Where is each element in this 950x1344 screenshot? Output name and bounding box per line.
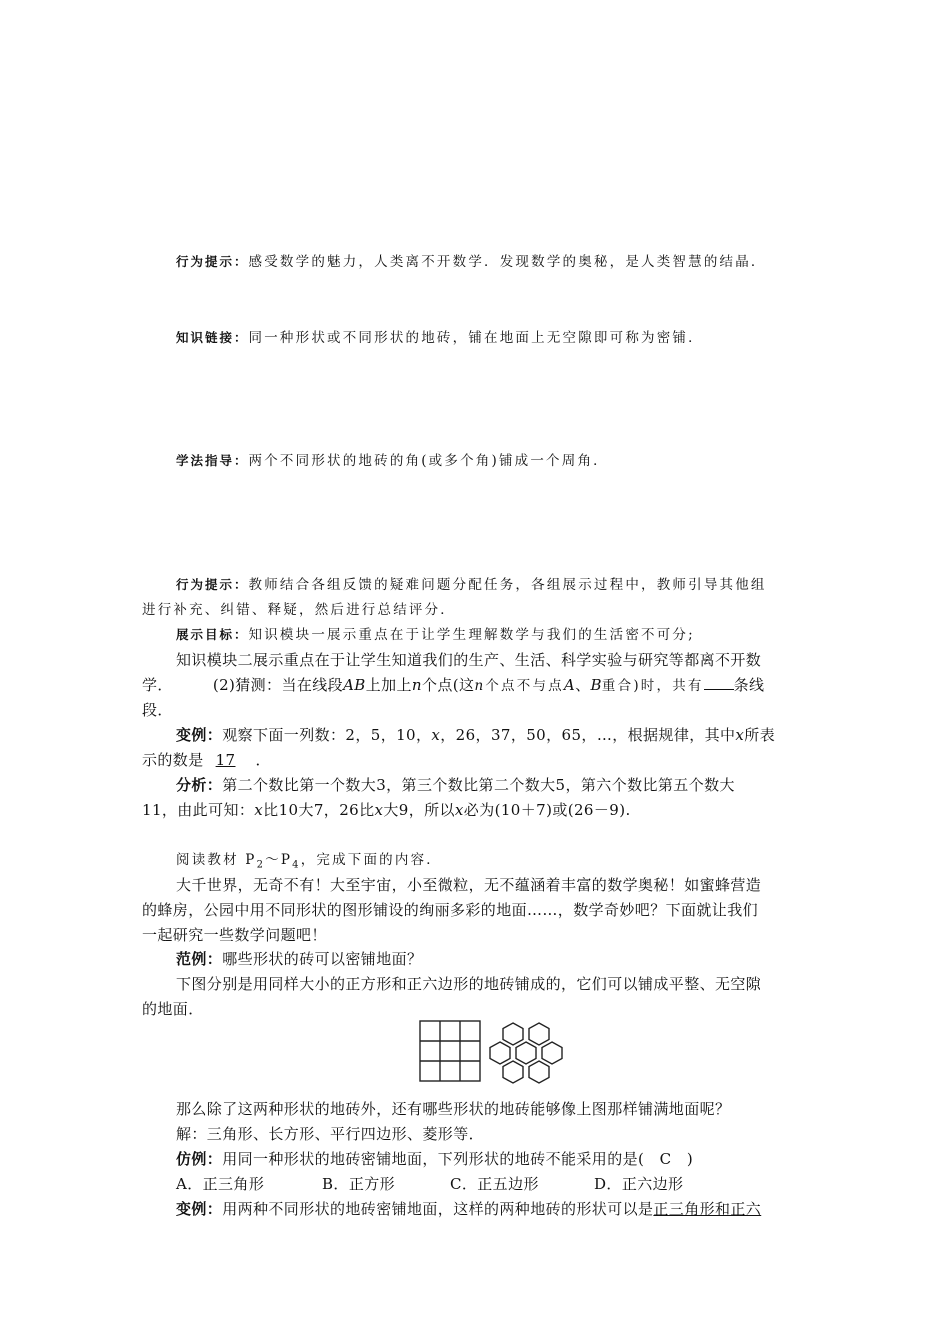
- intro-line-3: 一起研究一些数学问题吧！: [142, 926, 327, 944]
- intro-line-1: 大千世界，无奇不有！大至宇宙，小至微粒，无不蕴涵着丰富的数学奥秘！如蜜蜂营造: [176, 876, 762, 894]
- option-a: A．正三角形: [176, 1175, 265, 1193]
- tiling-figure: [418, 1018, 568, 1088]
- variant-1-t1: 观察下面一列数：2，5，10，: [222, 726, 432, 744]
- hexagon-tile: [529, 1023, 549, 1045]
- guess-p6: 条线: [733, 676, 765, 694]
- variant-1-x2: x: [735, 726, 745, 744]
- guess-line: [142, 673, 810, 698]
- method-guide: [176, 449, 810, 473]
- method-guide-text: 两个不同形状的地砖的角(或多个角)铺成一个周角．: [248, 453, 609, 469]
- reading-post: ，完成下面的内容．: [300, 852, 442, 868]
- behavior-hint-2-label: 行为提示：: [176, 577, 249, 592]
- guess-p3: 个点(这: [421, 676, 475, 694]
- variant-1-label: 变例：: [176, 726, 223, 744]
- behavior-hint-2: [176, 573, 810, 597]
- reading-pre: 阅读教材 P: [176, 852, 257, 868]
- hexagon-tile: [503, 1023, 523, 1045]
- guess-n2: n: [474, 678, 486, 694]
- hexagon-tiling: [490, 1023, 562, 1083]
- example-label: 范例：: [176, 950, 223, 968]
- example-text: 哪些形状的砖可以密铺地面？: [222, 950, 423, 968]
- guess-sep: 、: [575, 676, 591, 694]
- knowledge-link-label: 知识链接：: [176, 330, 249, 345]
- question: 那么除了这两种形状的地砖外，还有哪些形状的地砖能够像上图那样铺满地面呢？: [176, 1100, 731, 1118]
- example: [176, 947, 810, 971]
- variant-2-answer: 正三角形和正六: [653, 1200, 762, 1218]
- variant-1: [176, 723, 810, 747]
- behavior-hint-1: [176, 250, 810, 274]
- imitate: [176, 1147, 810, 1171]
- hexagon-tile: [529, 1061, 549, 1083]
- behavior-hint-label: 行为提示：: [176, 254, 249, 269]
- variant-1-t2: ，26，37，50，65，…，根据规律，其中: [440, 726, 736, 744]
- imitate-text: 用同一种形状的地砖密铺地面，下列形状的地砖不能采用的是( C ): [222, 1150, 694, 1168]
- reading-sub2: 4: [292, 859, 301, 871]
- analysis-t1: 第二个数比第一个数大3，第三个数比第二个数大5，第六个数比第五个数大: [222, 776, 735, 794]
- analysis-t5: 必为(10＋7)或(26－9).: [463, 801, 631, 819]
- options: [176, 1172, 810, 1196]
- analysis-label: 分析：: [176, 776, 223, 794]
- variant-2: [176, 1197, 810, 1221]
- hexagon-tile: [490, 1042, 510, 1064]
- analysis-t3: 比10大7，26比: [263, 801, 375, 819]
- guess-a: A: [563, 676, 576, 694]
- figure-desc-1: 下图分别是用同样大小的正方形和正六边形的地砖铺成的，它们可以铺成平整、无空隙: [176, 975, 762, 993]
- behavior-hint-2-cont: 进行补充、纠错、释疑，然后进行总结评分．: [142, 602, 456, 618]
- solution: 解：三角形、长方形、平行四边形、菱形等．: [176, 1125, 485, 1143]
- variant-1-x: x: [431, 726, 441, 744]
- analysis: [176, 773, 810, 797]
- intro-line-2: 的蜂房，公园中用不同形状的图形铺设的绚丽多彩的地面……，数学奇妙吧？下面就让我们: [142, 901, 759, 919]
- variant-1-answer: 17: [215, 751, 236, 769]
- reading-sub1: 2: [256, 859, 266, 871]
- guess-b: B: [590, 676, 602, 694]
- square-tiling: [420, 1021, 480, 1081]
- variant-2-text: 用两种不同形状的地砖密铺地面，这样的两种地砖的形状可以是: [222, 1200, 654, 1218]
- option-d: D．正六边形: [594, 1175, 684, 1193]
- analysis-t2: 11，由此可知：: [142, 801, 255, 819]
- guess-p4: 个点不与点: [485, 678, 564, 694]
- guess-n: n: [411, 676, 422, 694]
- reading-mid: ～P: [265, 852, 293, 868]
- display-goal-label: 展示目标：: [176, 627, 249, 642]
- variant-1-t5: ．: [255, 751, 271, 769]
- display-goal: [176, 623, 810, 647]
- variant-1-t3: 所表: [744, 726, 776, 744]
- hexagon-tile: [503, 1061, 523, 1083]
- variant-2-label: 变例：: [176, 1200, 223, 1218]
- knowledge-link-text: 同一种形状或不同形状的地砖，铺在地面上无空隙即可称为密铺．: [248, 330, 704, 346]
- method-guide-label: 学法指导：: [176, 453, 249, 468]
- display-goal-text: 知识模块一展示重点在于让学生理解数学与我们的生活密不可分;: [248, 627, 695, 643]
- guess-p2: 上加上: [365, 676, 412, 694]
- variant-1-cont: [142, 748, 810, 772]
- figure-desc-2: 的地面．: [142, 1000, 204, 1018]
- knowledge-link: [176, 326, 810, 350]
- analysis-cont: [142, 798, 810, 822]
- hexagon-tile: [542, 1042, 562, 1064]
- display-goal-line2: 知识模块二展示重点在于让学生知道我们的生产、生活、科学实验与研究等都离不开数: [176, 651, 762, 669]
- analysis-x3: x: [454, 801, 464, 819]
- analysis-t4: 大9，所以: [383, 801, 455, 819]
- analysis-x2: x: [374, 801, 384, 819]
- answer-blank: [704, 673, 734, 690]
- hexagon-tile: [516, 1042, 536, 1064]
- behavior-hint-2-text: 教师结合各组反馈的疑难问题分配任务，各组展示过程中，教师引导其他组: [248, 577, 767, 593]
- imitate-label: 仿例：: [176, 1150, 223, 1168]
- behavior-hint-text: 感受数学的魅力，人类离不开数学．发现数学的奥秘，是人类智慧的结晶．: [248, 254, 767, 270]
- option-b: B．正方形: [322, 1175, 396, 1193]
- guess-p5: 重合)时，共有: [601, 678, 704, 694]
- option-c: C．正五边形: [450, 1175, 539, 1193]
- square-grid-border: [420, 1021, 480, 1081]
- guess-p1: (2)猜测：当在线段: [212, 676, 344, 694]
- goal-line3-text: 学．: [142, 676, 173, 694]
- variant-1-t4: 示的数是: [142, 751, 204, 769]
- analysis-x: x: [254, 801, 264, 819]
- guess-ab: AB: [343, 676, 366, 694]
- guess-end: 段．: [142, 701, 173, 719]
